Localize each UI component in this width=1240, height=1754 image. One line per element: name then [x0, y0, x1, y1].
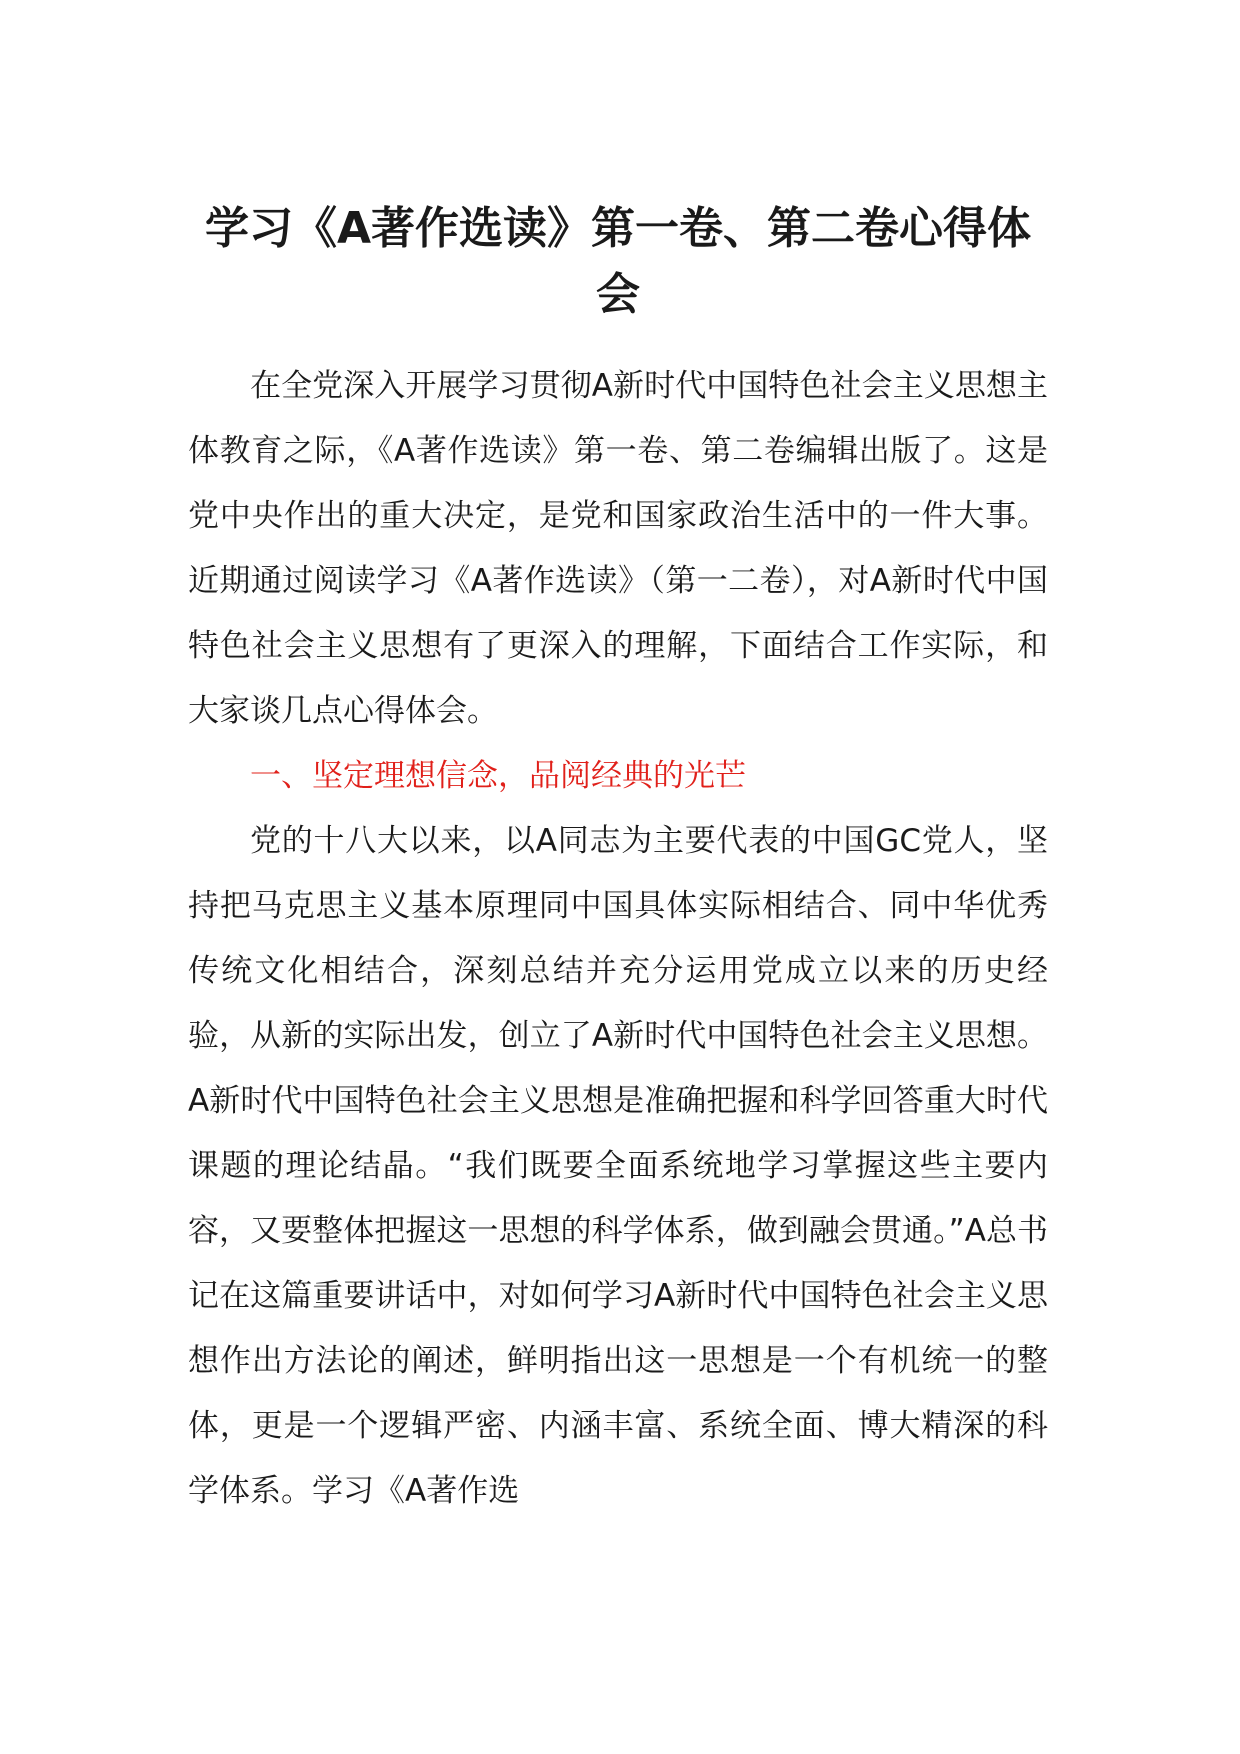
- section-body-paragraph: 党的十八大以来，以A同志为主要代表的中国GC党人，坚持把马克思主义基本原理同中国具体实际相结合、同中华优秀传统文化相结合，深刻总结并充分运用党成立以来的历史经验，从新的实际出发，创立了A新时代中国特色社会主义思想。A新时代中国特色社会主义思想是准确把握和科学回答重大时代课题的理论结晶。“我们既要全面系统地学习掌握这些主要内容，又要整体把握这一思想的科学体系，做到融会贯通。”A总书记在这篇重要讲话中，对如何学习A新时代中国特色社会主义思想作出方法论的阐述，鲜明指出这一思想是一个有机统一的整体，更是一个逻辑严密、内涵丰富、系统全面、博大精深的科学体系。学习《A著作选: [188, 823, 1048, 1509]
- document-title: 学习《A著作选读》第一卷、第二卷心得体会: [204, 203, 1032, 320]
- document-page: [188, 196, 1048, 1524]
- section-heading: 一、坚定理想信念，品阅经典的光芒: [250, 758, 746, 794]
- intro-paragraph: 在全党深入开展学习贯彻A新时代中国特色社会主义思想主体教育之际，《A著作选读》第一卷、第二卷编辑出版了。这是党中央作出的重大决定，是党和国家政治生活中的一件大事。近期通过阅读学习《A著作选读》（第一二卷），对A新时代中国特色社会主义思想有了更深入的理解，下面结合工作实际，和大家谈几点心得体会。: [188, 368, 1048, 729]
